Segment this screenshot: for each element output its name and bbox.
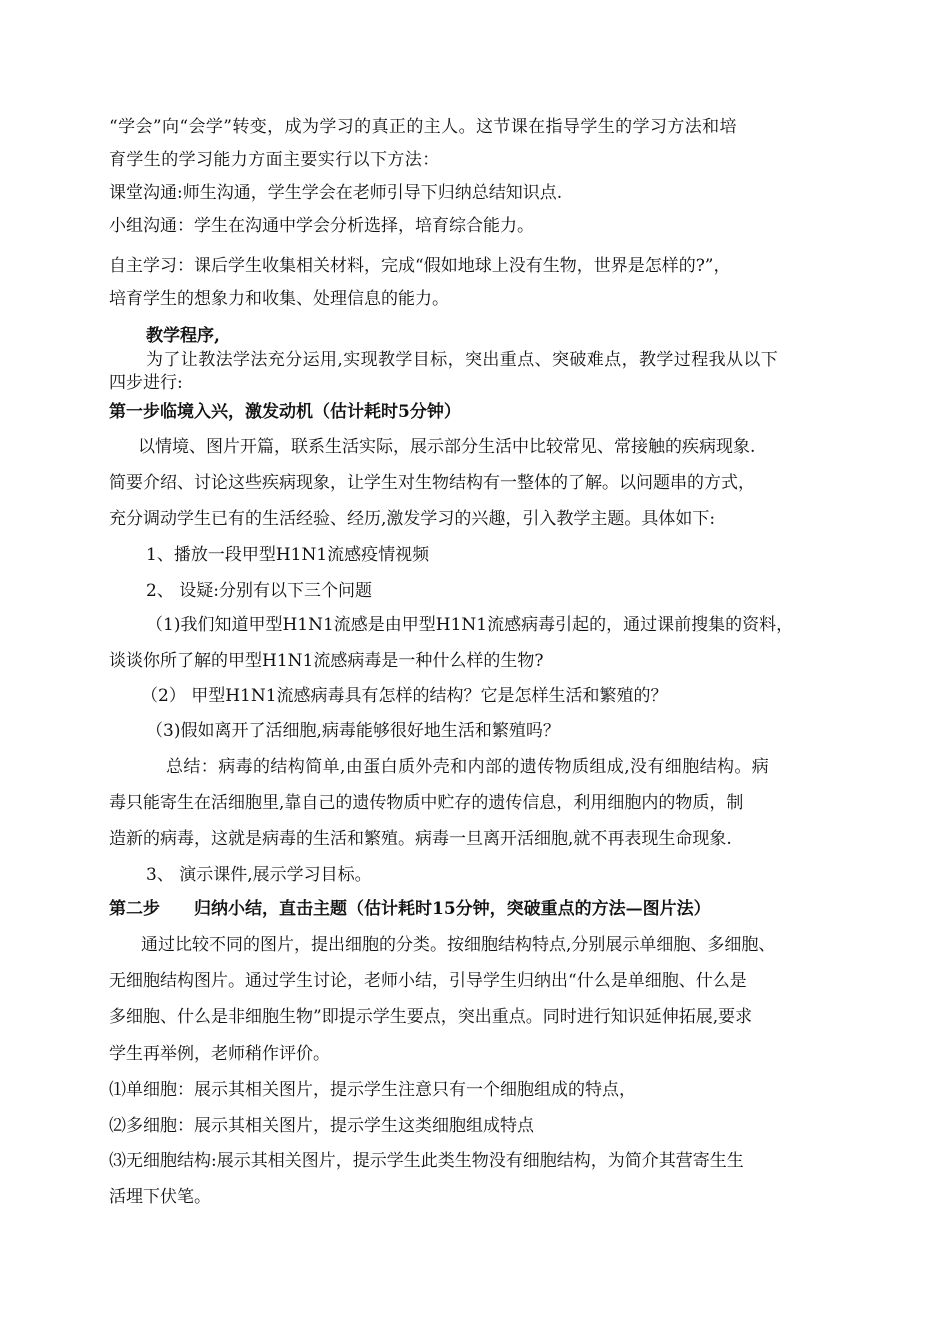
- section-heading: 教学程序,: [146, 326, 220, 346]
- body-text-line: 课堂沟通:师生沟通，学生学会在老师引导下归纳总结知识点.: [109, 183, 563, 203]
- body-text-line: 无细胞结构图片。通过学生讨论，老师小结，引导学生归纳出“什么是单细胞、什么是: [109, 971, 747, 991]
- body-text-line: 多细胞、什么是非细胞生物”即提示学生要点，突出重点。同时进行知识延伸拓展,要求: [109, 1007, 753, 1027]
- body-text-line: （3)假如离开了活细胞,病毒能够很好地生活和繁殖吗？: [146, 721, 560, 741]
- body-text-line: 培育学生的想象力和收集、处理信息的能力。: [109, 289, 449, 309]
- body-text-line: 简要介绍、讨论这些疾病现象，让学生对生物结构有一整体的了解。以问题串的方式，: [109, 473, 755, 493]
- body-text-line: 谈谈你所了解的甲型H1N1流感病毒是一种什么样的生物?: [109, 651, 544, 671]
- body-text-line: 活埋下伏笔。: [109, 1187, 211, 1207]
- body-text-line: 2、 设疑:分别有以下三个问题: [146, 581, 372, 601]
- body-text-line: 以情境、图片开篇，联系生活实际，展示部分生活中比较常见、常接触的疾病现象.: [138, 437, 756, 457]
- step-heading: 第一步临境入兴，激发动机（估计耗时5分钟）: [109, 402, 461, 422]
- body-text-line: 自主学习：课后学生收集相关材料，完成“假如地球上没有生物，世界是怎样的?”，: [109, 256, 731, 276]
- list-item: ⑵多细胞：展示其相关图片，提示学生这类细胞组成特点: [109, 1116, 534, 1136]
- list-item: ⑶无细胞结构:展示其相关图片，提示学生此类生物没有细胞结构，为简介其营寄生生: [109, 1151, 744, 1171]
- body-text-line: （2） 甲型H1N1流感病毒具有怎样的结构？它是怎样生活和繁殖的？: [141, 686, 668, 706]
- body-text-line: 总结：病毒的结构简单,由蛋白质外壳和内部的遗传物质组成,没有细胞结构。病: [166, 757, 770, 777]
- body-text-line: 育学生的学习能力方面主要实行以下方法：: [109, 150, 440, 170]
- body-text-line: 通过比较不同的图片，提出细胞的分类。按细胞结构特点,分别展示单细胞、多细胞、: [141, 935, 776, 955]
- body-text-line: （1)我们知道甲型H1N1流感是由甲型H1N1流感病毒引起的，通过课前搜集的资料，: [146, 615, 794, 635]
- list-item: ⑴单细胞：展示其相关图片，提示学生注意只有一个细胞组成的特点，: [109, 1080, 636, 1100]
- step-heading: 第二步 归纳小结，直击主题（估计耗时15分钟，突破重点的方法—图片法）: [109, 899, 711, 919]
- body-text-line: 四步进行:: [109, 373, 183, 393]
- body-text-line: 3、 演示课件,展示学习目标。: [146, 865, 372, 885]
- body-text-line: 小组沟通：学生在沟通中学会分析选择，培育综合能力。: [109, 216, 534, 236]
- body-text-line: 毒只能寄生在活细胞里,靠自己的遗传物质中贮存的遗传信息，利用细胞内的物质，制: [109, 793, 744, 813]
- body-text-line: “学会”向“会学”转变，成为学习的真正的主人。这节课在指导学生的学习方法和培: [109, 117, 737, 137]
- body-text-line: 造新的病毒，这就是病毒的生活和繁殖。病毒一旦离开活细胞,就不再表现生命现象.: [109, 829, 732, 849]
- body-text-line: 为了让教法学法充分运用,实现教学目标，突出重点、突破难点，教学过程我从以下: [146, 350, 779, 370]
- body-text-line: 1、播放一段甲型H1N1流感疫情视频: [146, 545, 430, 565]
- body-text-line: 充分调动学生已有的生活经验、经历,激发学习的兴趣，引入教学主题。具体如下:: [109, 509, 716, 529]
- body-text-line: 学生再举例，老师稍作评价。: [109, 1044, 330, 1064]
